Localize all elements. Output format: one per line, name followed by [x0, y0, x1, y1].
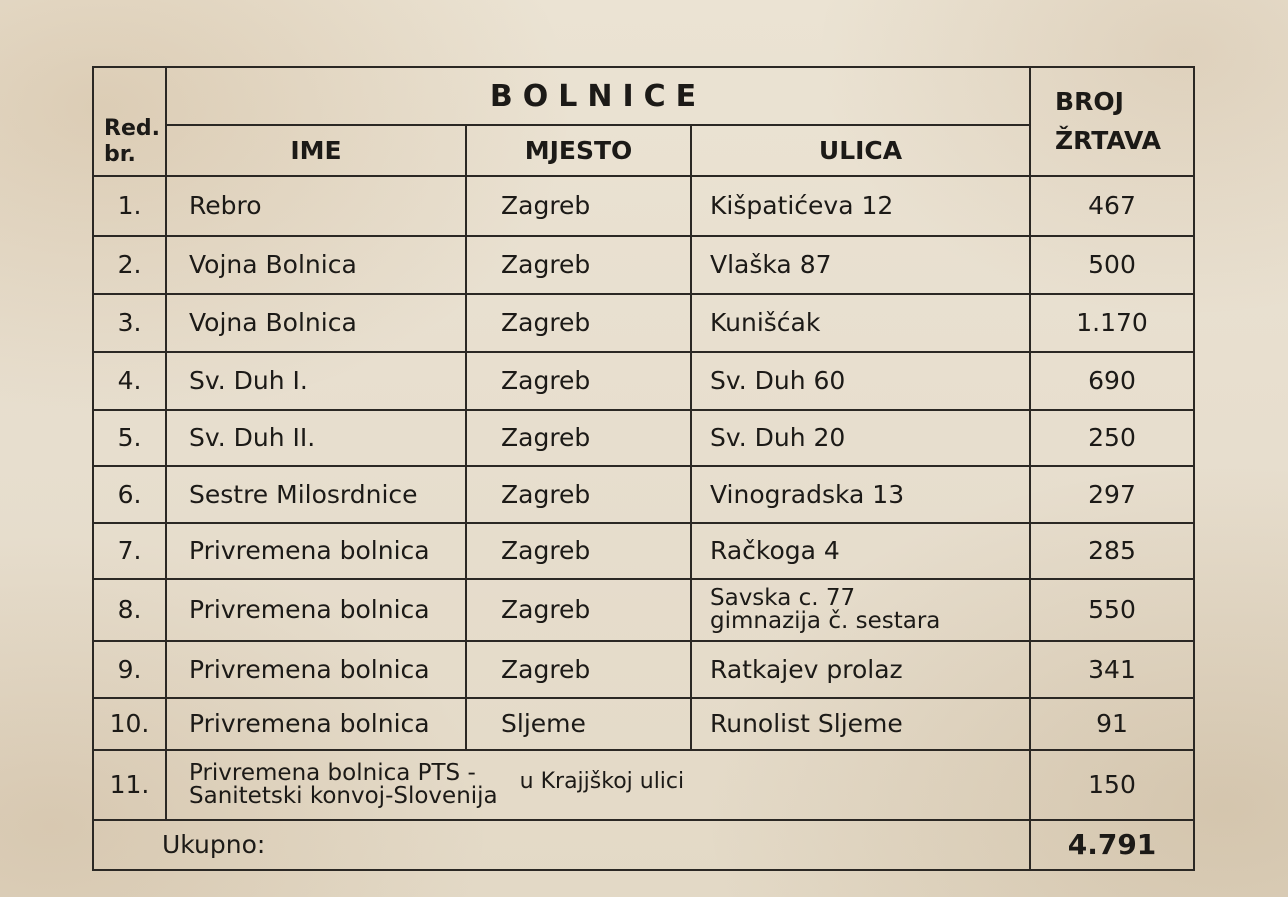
hospital-name: Vojna Bolnica: [166, 294, 466, 352]
header-row-top: [93, 67, 1194, 125]
document-sheet: [92, 66, 1193, 869]
hospital-place: Zagreb: [466, 294, 691, 352]
victim-count: 150: [1030, 750, 1194, 820]
victim-count: 500: [1030, 236, 1194, 294]
victim-count: 1.170: [1030, 294, 1194, 352]
row-number: 7.: [93, 523, 166, 579]
hospital-place: Zagreb: [466, 410, 691, 466]
row-number: 9.: [93, 641, 166, 698]
hospital-name: Privremena bolnica: [166, 523, 466, 579]
total-label: Ukupno:: [93, 820, 1030, 870]
table-row: [93, 176, 1194, 236]
hospital-place: Zagreb: [466, 176, 691, 236]
street-line-2: gimnazija č. sestara: [710, 608, 941, 634]
hospital-name: Rebro: [166, 176, 466, 236]
hospital-name: Vojna Bolnica: [166, 236, 466, 294]
table-row: [93, 698, 1194, 750]
victim-count: 467: [1030, 176, 1194, 236]
hospital-place: Zagreb: [466, 579, 691, 641]
header-row-bottom: [93, 125, 1194, 176]
hospital-street: Sv. Duh 20: [691, 410, 1030, 466]
hospital-name: Privremena bolnica: [166, 641, 466, 698]
hospital-name: Privremena bolnica: [166, 579, 466, 641]
table-row: [93, 352, 1194, 410]
row-number: 2.: [93, 236, 166, 294]
header-ulica: ULICA: [691, 125, 1030, 176]
row-number: 8.: [93, 579, 166, 641]
hospital-street: Kunišćak: [691, 294, 1030, 352]
table-row: [93, 236, 1194, 294]
table-row: [93, 523, 1194, 579]
name-line-2: Sanitetski konvoj-Slovenija: [189, 783, 498, 809]
row-number: 5.: [93, 410, 166, 466]
row-number: 10.: [93, 698, 166, 750]
hospital-street: Vinogradska 13: [691, 466, 1030, 523]
row-number: 1.: [93, 176, 166, 236]
row-number: 11.: [93, 750, 166, 820]
hospital-place: Zagreb: [466, 523, 691, 579]
hospital-place: Sljeme: [466, 698, 691, 750]
victim-count: 341: [1030, 641, 1194, 698]
table-row: [93, 410, 1194, 466]
hospital-place: Zagreb: [466, 641, 691, 698]
hospital-name: Sv. Duh I.: [166, 352, 466, 410]
table-row: [93, 579, 1194, 641]
row-number: 3.: [93, 294, 166, 352]
hospital-victims-table: [92, 66, 1195, 871]
hospital-street: Sv. Duh 60: [691, 352, 1030, 410]
hospital-place: u Krajjškoj ulici: [519, 768, 685, 794]
hospital-name: Sv. Duh II.: [166, 410, 466, 466]
row-number: 6.: [93, 466, 166, 523]
header-ime: IME: [166, 125, 466, 176]
victim-count: 297: [1030, 466, 1194, 523]
hospital-street: [691, 579, 1030, 641]
hospital-place: Zagreb: [466, 466, 691, 523]
hospital-place: Zagreb: [466, 236, 691, 294]
hospital-place: Zagreb: [466, 352, 691, 410]
hospital-street: Vlaška 87: [691, 236, 1030, 294]
hospital-street: Kišpatićeva 12: [691, 176, 1030, 236]
victim-count: 285: [1030, 523, 1194, 579]
hospital-name: Privremena bolnica: [166, 698, 466, 750]
header-mjesto: MJESTO: [466, 125, 691, 176]
victim-count: 690: [1030, 352, 1194, 410]
street-line-1: Savska c. 77: [710, 585, 856, 611]
hospital-name-and-place: [166, 750, 1030, 820]
header-broj-zrtava: BROJ ŽRTAVA: [1030, 67, 1194, 176]
hospital-name: Sestre Milosrdnice: [166, 466, 466, 523]
row-number: 4.: [93, 352, 166, 410]
hospital-street: Ratkajev prolaz: [691, 641, 1030, 698]
header-red-br: Red. br.: [93, 67, 166, 176]
table-row: [93, 750, 1194, 820]
table-row: [93, 641, 1194, 698]
hospital-street: Runolist Sljeme: [691, 698, 1030, 750]
hospital-street: Račkoga 4: [691, 523, 1030, 579]
header-bolnice: BOLNICE: [166, 67, 1030, 125]
total-value: 4.791: [1030, 820, 1194, 870]
victim-count: 91: [1030, 698, 1194, 750]
name-line-1: Privremena bolnica PTS -: [189, 760, 476, 786]
table-row: [93, 466, 1194, 523]
hospital-name: [189, 762, 498, 808]
total-row: [93, 820, 1194, 870]
victim-count: 550: [1030, 579, 1194, 641]
table-row: [93, 294, 1194, 352]
victim-count: 250: [1030, 410, 1194, 466]
